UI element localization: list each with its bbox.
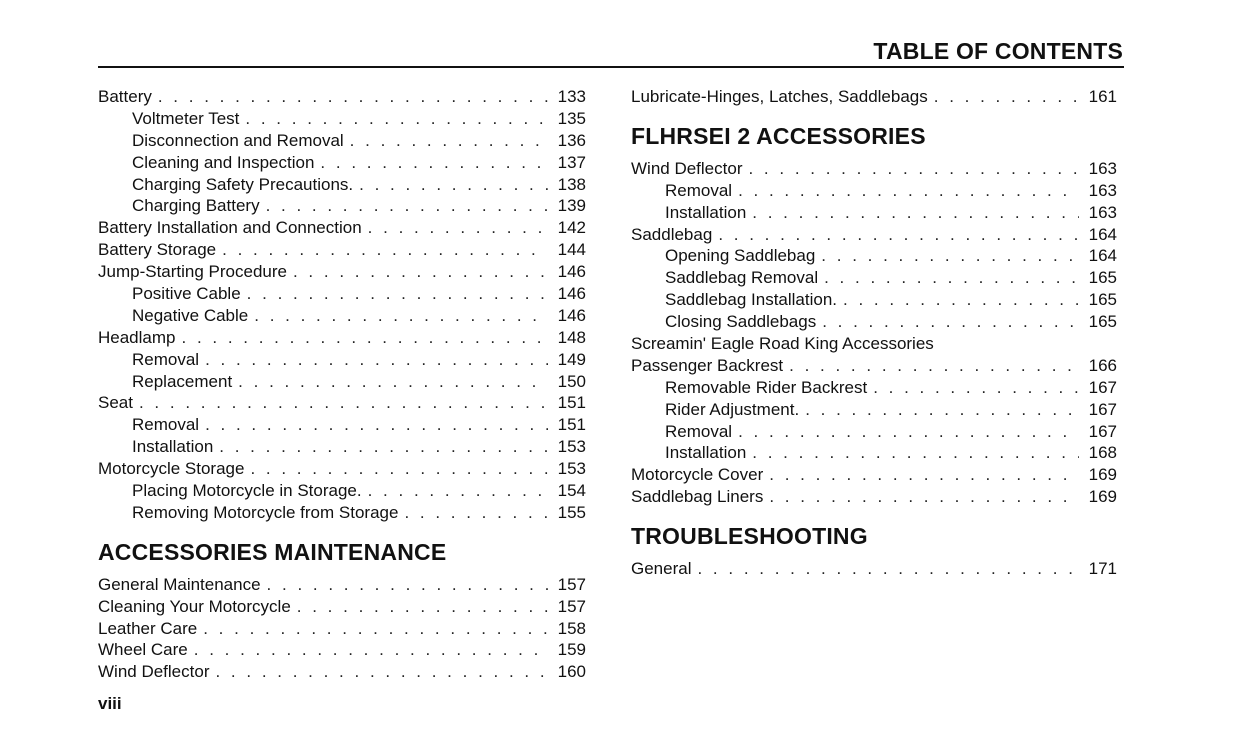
- section-heading-accessories-maintenance: ACCESSORIES MAINTENANCE: [98, 538, 447, 565]
- toc-entry: [98, 108, 586, 130]
- dot-leader: [748, 158, 1079, 180]
- toc-entry-page: 169: [1088, 487, 1117, 507]
- toc-entry-label: Negative Cable: [132, 305, 249, 325]
- toc-entry: [98, 283, 586, 305]
- toc-entry: [98, 130, 586, 152]
- toc-entry: [98, 618, 586, 640]
- toc-entry: [98, 239, 586, 261]
- dot-leader: [368, 217, 548, 239]
- dot-leader: [738, 180, 1079, 202]
- toc-entry-label: Battery: [98, 87, 152, 106]
- toc-entry-page: 168: [1088, 443, 1117, 463]
- toc-entry: [631, 355, 1117, 377]
- toc-entry: [631, 158, 1117, 180]
- section-heading-troubleshooting: TROUBLESHOOTING: [631, 523, 868, 550]
- toc-entry-page: 160: [557, 662, 586, 682]
- toc-entry: [631, 86, 1117, 108]
- toc-entry-page: 135: [557, 108, 586, 128]
- dot-leader: [219, 436, 548, 458]
- toc-entry-label: Saddlebag Installation.: [665, 290, 838, 310]
- toc-entry-page: 146: [557, 305, 586, 325]
- dot-leader: [250, 458, 548, 480]
- toc-entry-page: 146: [557, 284, 586, 304]
- toc-entry-label: Battery Storage: [98, 240, 217, 260]
- page-number: viii: [98, 694, 122, 713]
- toc-entry: [98, 305, 586, 327]
- toc-entry-label: Saddlebag: [631, 224, 713, 244]
- dot-leader: [789, 355, 1079, 377]
- toc-entry-page: 163: [1088, 158, 1117, 178]
- toc-entry: [631, 377, 1117, 399]
- dot-leader: [404, 502, 548, 524]
- toc-entry-page: 153: [557, 437, 586, 457]
- left-entries-list: [98, 86, 586, 524]
- dot-leader: [843, 289, 1079, 311]
- dot-leader: [752, 202, 1079, 224]
- header-rule: [98, 66, 1124, 68]
- toc-entry: [98, 349, 586, 371]
- toc-entry-page: 139: [557, 196, 586, 216]
- toc-entry-label: General Maintenance: [98, 574, 261, 594]
- toc-entry: [98, 217, 586, 239]
- toc-entry: [98, 195, 586, 217]
- dot-leader: [139, 392, 548, 414]
- toc-entry-page: 138: [557, 174, 586, 194]
- toc-entry: [631, 486, 1117, 508]
- toc-entry-page: 165: [1088, 312, 1117, 332]
- dot-leader: [182, 327, 549, 349]
- toc-entry-label: Saddlebag Removal: [665, 268, 819, 288]
- toc-entry: [98, 86, 586, 108]
- toc-entry-page: 163: [1088, 180, 1117, 200]
- toc-entry-label: Removing Motorcycle from Storage: [132, 502, 399, 522]
- toc-entry: [98, 639, 586, 661]
- toc-entry-page: 151: [557, 415, 586, 435]
- toc-entry-label: Lubricate-Hinges, Latches, Saddlebags: [631, 87, 928, 106]
- toc-entry: [631, 442, 1117, 464]
- dot-leader: [205, 349, 548, 371]
- toc-entry: [98, 261, 586, 283]
- toc-entry-label: Charging Battery: [132, 196, 260, 216]
- toc-entry-label: Installation: [665, 443, 747, 463]
- dot-leader: [821, 245, 1079, 267]
- dot-leader: [293, 261, 548, 283]
- dot-leader: [245, 108, 548, 130]
- toc-entry: [631, 399, 1117, 421]
- toc-entry-page: 158: [557, 618, 586, 638]
- toc-entry-label: Voltmeter Test: [132, 108, 240, 128]
- toc-entry-page: 146: [557, 262, 586, 282]
- left-column: [98, 86, 586, 683]
- toc-entry-label: Saddlebag Liners: [631, 487, 764, 507]
- toc-entry-label: Replacement: [132, 371, 233, 391]
- toc-entry: [98, 480, 586, 502]
- toc-entry-page: 157: [557, 596, 586, 616]
- toc-entry: [98, 436, 586, 458]
- toc-entry-page: 154: [557, 481, 586, 501]
- toc-entry: [98, 414, 586, 436]
- dot-leader: [194, 639, 548, 661]
- dot-leader: [158, 86, 548, 108]
- toc-entry: [98, 574, 586, 596]
- toc-entry-label: Closing Saddlebags: [665, 312, 817, 332]
- toc-entry: [631, 180, 1117, 202]
- dot-leader: [350, 130, 548, 152]
- dot-leader: [222, 239, 548, 261]
- toc-entry: [631, 464, 1117, 486]
- toc-entry-page: 155: [557, 502, 586, 522]
- dot-leader: [873, 377, 1079, 399]
- toc-entry: [98, 458, 586, 480]
- toc-entry-page: 165: [1088, 290, 1117, 310]
- toc-entry: [631, 289, 1117, 311]
- dot-leader: [320, 152, 548, 174]
- dot-leader: [718, 224, 1079, 246]
- toc-entry-page: 163: [1088, 202, 1117, 222]
- toc-entry: [631, 202, 1117, 224]
- toc-entry: [631, 558, 1117, 580]
- toc-entry-label: Installation: [132, 437, 214, 457]
- toc-entry-label: Wheel Care: [98, 640, 188, 660]
- toc-entry-page: 161: [1088, 87, 1117, 106]
- toc-entry: [98, 661, 586, 683]
- toc-entry-label: Jump-Starting Procedure: [98, 262, 287, 282]
- dot-leader: [805, 399, 1079, 421]
- toc-entry: [631, 224, 1117, 246]
- toc-entry-label: Placing Motorcycle in Storage.: [132, 481, 362, 501]
- dot-leader: [267, 574, 548, 596]
- dot-leader: [752, 442, 1079, 464]
- toc-entry: [631, 421, 1117, 443]
- right-entries-list: [631, 86, 1117, 108]
- dot-leader: [266, 195, 548, 217]
- toc-entry-label: Positive Cable: [132, 284, 241, 304]
- dot-leader: [934, 86, 1079, 108]
- dot-leader: [359, 174, 548, 196]
- toc-entry-page: 164: [1088, 224, 1117, 244]
- toc-entry-page: 157: [557, 574, 586, 594]
- toc-entry-label: Battery Installation and Connection: [98, 218, 362, 238]
- dot-leader: [769, 486, 1079, 508]
- dot-leader: [238, 371, 548, 393]
- toc-entry-label: Seat: [98, 393, 133, 413]
- dot-leader: [368, 480, 548, 502]
- toc-entry-label: Charging Safety Precautions.: [132, 174, 354, 194]
- toc-entry: [98, 502, 586, 524]
- toc-entry: [98, 152, 586, 174]
- toc-entry-page: 165: [1088, 268, 1117, 288]
- toc-entry-label: Installation: [665, 202, 747, 222]
- toc-entry-label: Disconnection and Removal: [132, 130, 344, 150]
- toc-entry-label: Passenger Backrest: [631, 355, 784, 375]
- dot-leader: [822, 311, 1079, 333]
- dot-leader: [769, 464, 1079, 486]
- toc-entry-page: 166: [1088, 355, 1117, 375]
- toc-entry-label: Cleaning Your Motorcycle: [98, 596, 291, 616]
- toc-entry-page: 144: [557, 240, 586, 260]
- troubleshooting-list: [631, 558, 1117, 580]
- toc-entry-page: 167: [1088, 421, 1117, 441]
- toc-entry-label: Wind Deflector: [98, 662, 210, 682]
- toc-entry-page: 159: [557, 640, 586, 660]
- toc-entry-label: Opening Saddlebag: [665, 246, 816, 266]
- toc-entry-page: 150: [557, 371, 586, 391]
- toc-entry-label: Screamin' Eagle Road King Accessories: [631, 334, 934, 354]
- section-heading-flhrsei-accessories: FLHRSEI 2 ACCESSORIES: [631, 122, 926, 149]
- dot-leader: [697, 558, 1079, 580]
- accessories-maintenance-list: [98, 574, 586, 683]
- toc-entry: [631, 267, 1117, 289]
- toc-entry-label: Rider Adjustment.: [665, 399, 800, 419]
- flhrsei-accessories-list: [631, 158, 1117, 508]
- toc-entry-page: 148: [557, 327, 586, 347]
- toc-entry-label: Headlamp: [98, 327, 176, 347]
- dot-leader: [824, 267, 1079, 289]
- dot-leader: [203, 618, 548, 640]
- toc-entry-label: Removable Rider Backrest: [665, 377, 868, 397]
- toc-entry-page: 171: [1088, 559, 1117, 579]
- toc-entry: [98, 327, 586, 349]
- toc-entry-page: 136: [557, 130, 586, 150]
- toc-entry: [631, 245, 1117, 267]
- toc-entry: [98, 174, 586, 196]
- toc-entry-label: Motorcycle Cover: [631, 465, 764, 485]
- toc-entry-page: 153: [557, 459, 586, 479]
- toc-entry-label: Removal: [132, 415, 200, 435]
- dot-leader: [215, 661, 548, 683]
- toc-entry: [98, 371, 586, 393]
- toc-entry-label: Leather Care: [98, 618, 198, 638]
- dot-leader: [205, 414, 548, 436]
- toc-entry-page: 149: [557, 349, 586, 369]
- toc-entry-page: 167: [1088, 399, 1117, 419]
- toc-entry-page: 137: [557, 152, 586, 172]
- toc-entry: [98, 392, 586, 414]
- toc-entry-label: General: [631, 559, 692, 579]
- toc-entry-label: Wind Deflector: [631, 158, 743, 178]
- right-column: [631, 86, 1117, 580]
- toc-entry: [98, 596, 586, 618]
- toc-entry-label: Removal: [665, 180, 733, 200]
- toc-entry-page: 164: [1088, 246, 1117, 266]
- toc-entry-page: 169: [1088, 465, 1117, 485]
- dot-leader: [297, 596, 548, 618]
- toc-entry: [631, 311, 1117, 333]
- dot-leader: [254, 305, 548, 327]
- toc-entry-page: 151: [557, 393, 586, 413]
- toc-entry-page: 142: [557, 218, 586, 238]
- toc-entry-page: 133: [557, 87, 586, 106]
- toc-entry-label: Cleaning and Inspection: [132, 152, 315, 172]
- dot-leader: [247, 283, 548, 305]
- dot-leader: [738, 421, 1079, 443]
- toc-entry-label: Removal: [665, 421, 733, 441]
- page-title: TABLE OF CONTENTS: [873, 38, 1123, 64]
- toc-entry: [631, 333, 1117, 355]
- toc-entry-label: Motorcycle Storage: [98, 459, 245, 479]
- toc-entry-label: Removal: [132, 349, 200, 369]
- toc-entry-page: 167: [1088, 377, 1117, 397]
